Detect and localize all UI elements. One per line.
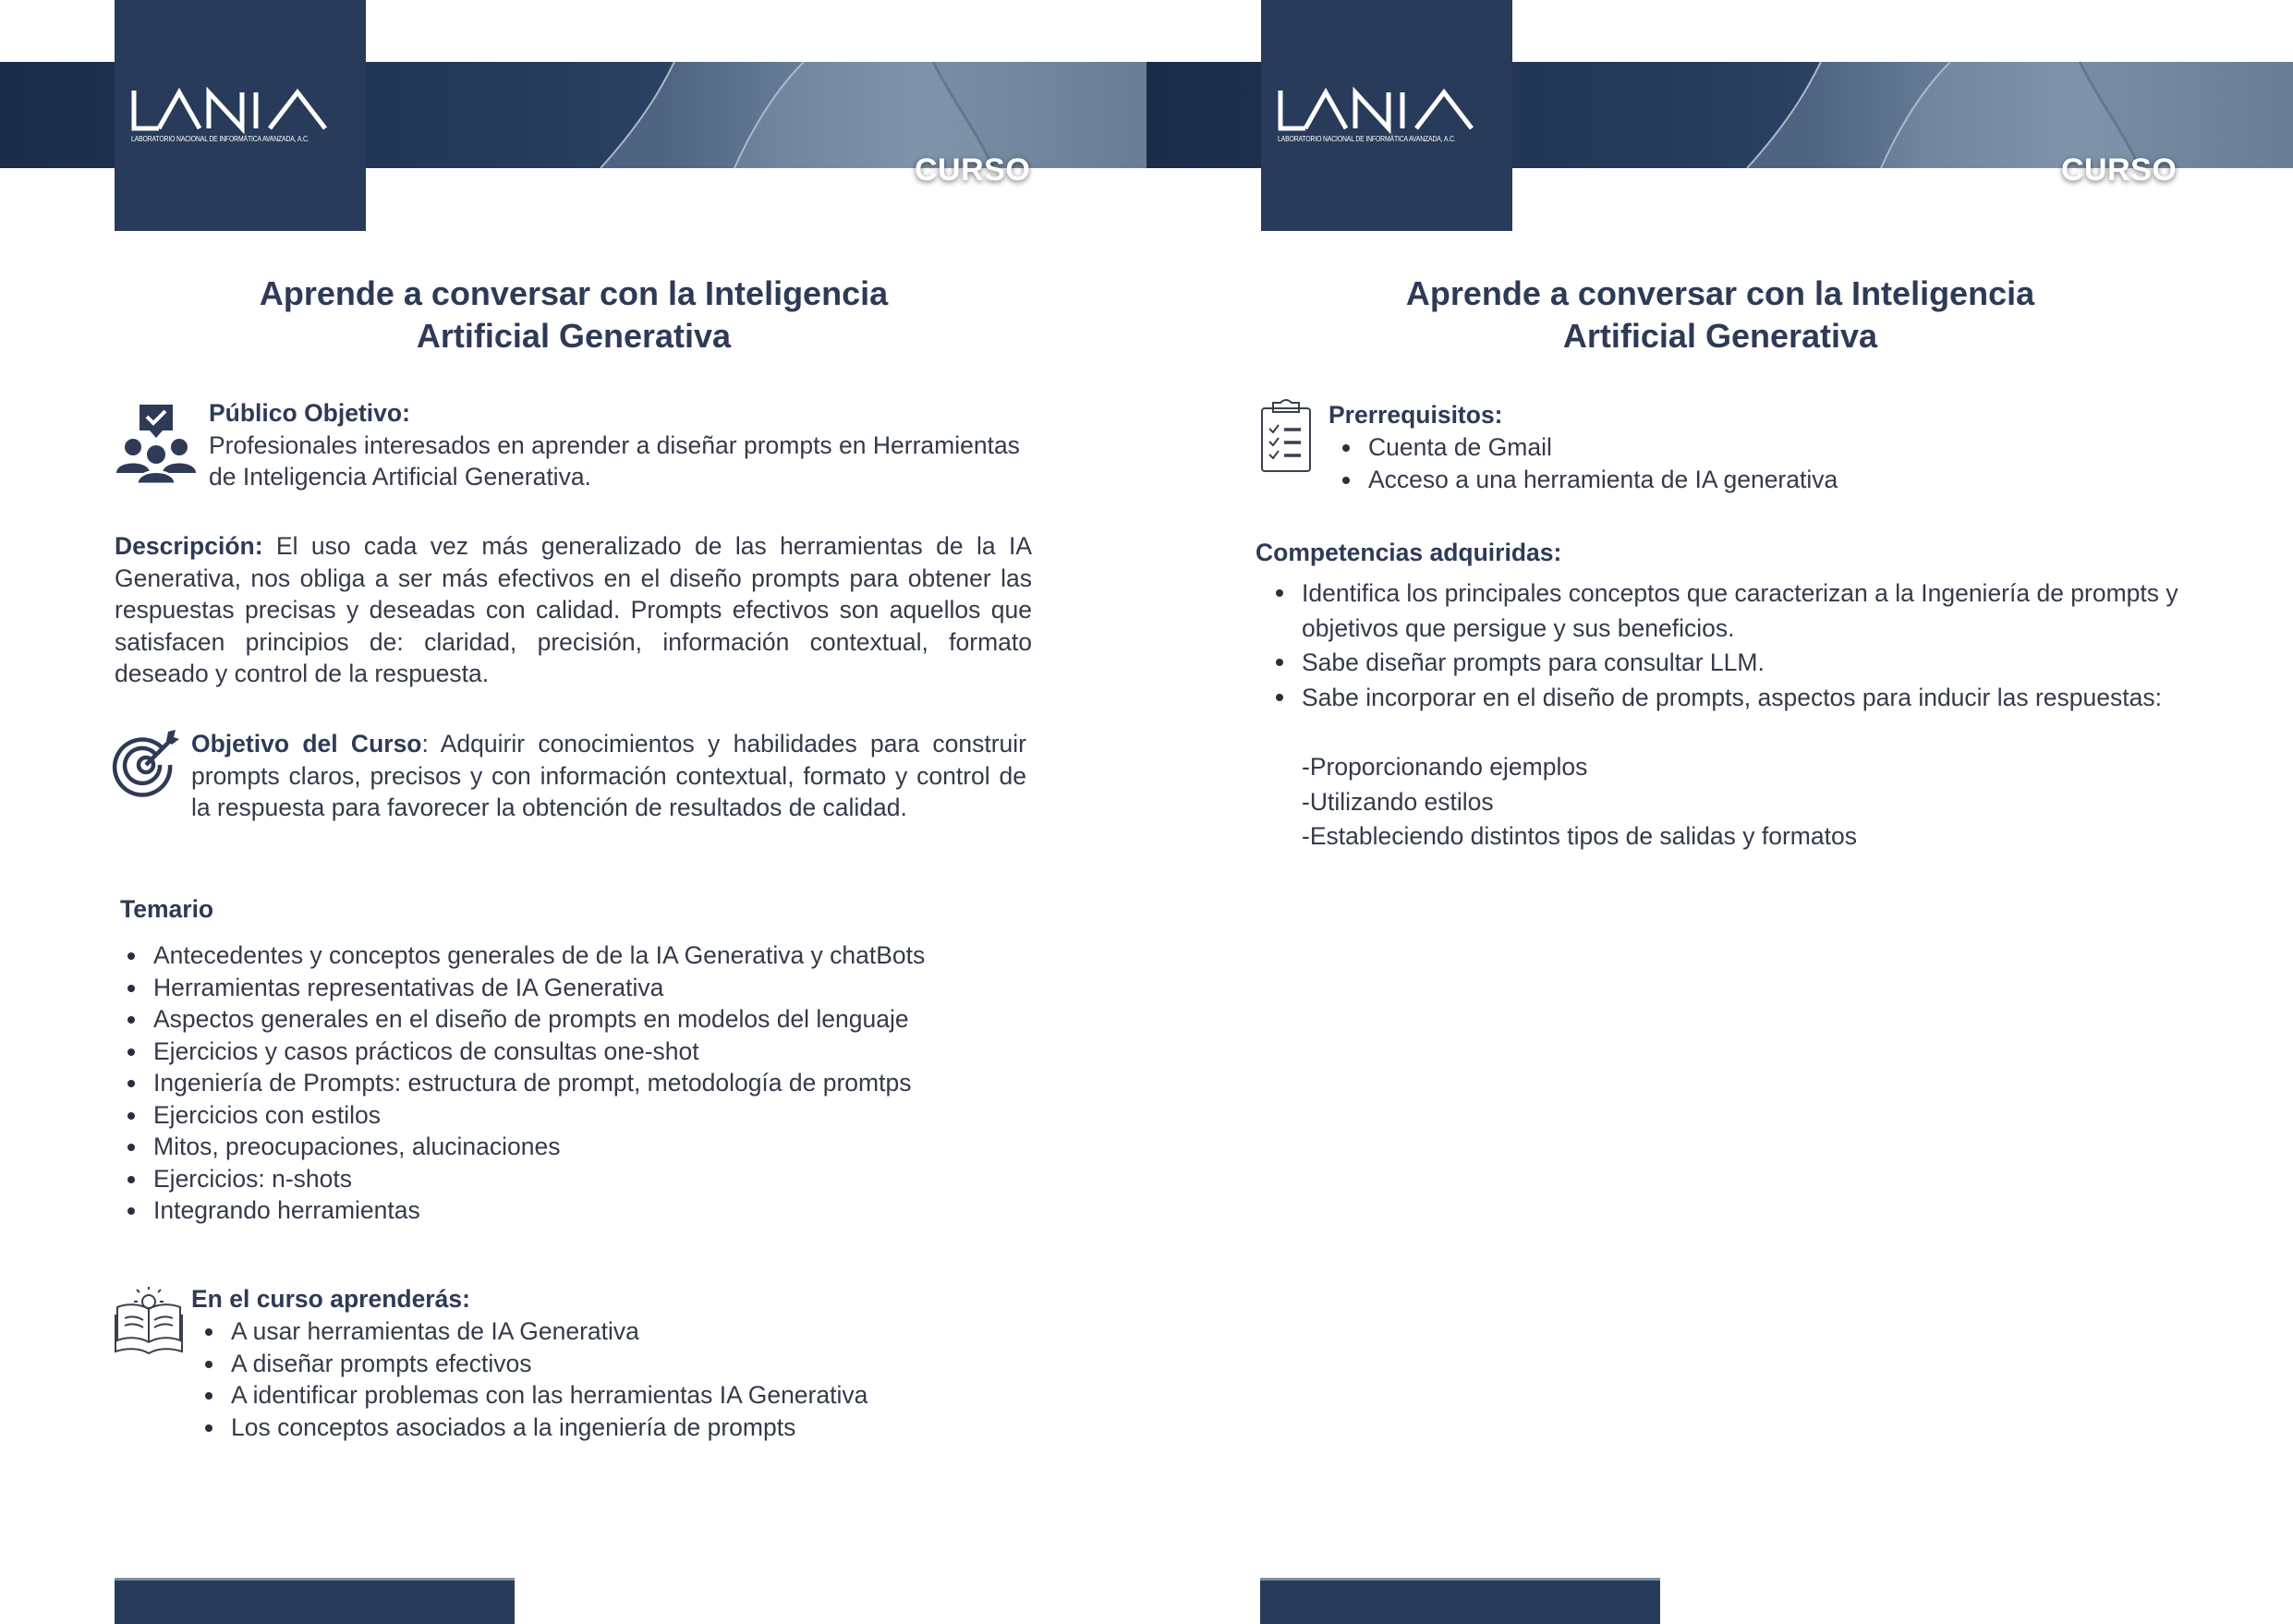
prereq-item: Cuenta de Gmail	[1329, 431, 2161, 464]
logo-block	[115, 0, 366, 231]
page-left	[0, 0, 1146, 1621]
objective-heading: Objetivo del Curso	[191, 730, 422, 757]
footer-bar	[115, 1578, 515, 1624]
learn-item: A identificar problemas con las herramientas IA Generativa	[192, 1379, 1024, 1412]
audience-text: Profesionales interesados en aprender a diseñar prompts en Herramientas de Inteligencia Artificial Generativa.	[209, 430, 1020, 491]
competency-item: Sabe incorporar en el diseño de prompts, aspectos para inducir las respuestas:	[1263, 681, 2187, 716]
syllabus-heading: Temario	[120, 895, 214, 923]
syllabus-item: Ejercicios: n-shots	[115, 1163, 1038, 1195]
title-line-1: Aprende a conversar con la Inteligencia	[1405, 274, 2035, 312]
header-label: CURSO	[2061, 152, 2178, 188]
competencies-list	[1263, 576, 2187, 715]
prereq-heading: Prerrequisitos:	[1328, 401, 1503, 429]
learn-heading: En el curso aprenderás:	[191, 1285, 470, 1313]
competency-sub-item: -Proporcionando ejemplos	[1302, 753, 1588, 781]
description-section	[115, 530, 1032, 690]
syllabus-item: Aspectos generales en el diseño de prompts en modelos del lenguaje	[115, 1003, 1038, 1036]
competency-sub-item: -Utilizando estilos	[1302, 787, 1494, 816]
syllabus-item: Antecedentes y conceptos generales de de la IA Generativa y chatBots	[115, 939, 1038, 972]
clipboard-checklist-icon	[1260, 399, 1314, 473]
audience-heading: Público Objetivo:	[209, 399, 410, 427]
prereq-item: Acceso a una herramienta de IA generativa	[1329, 464, 2161, 496]
prereq-list	[1329, 431, 2161, 495]
syllabus-list	[115, 939, 1038, 1227]
syllabus-item: Ingeniería de Prompts: estructura de prompt, metodología de promtps	[115, 1067, 1038, 1099]
learn-item: A diseñar prompts efectivos	[192, 1348, 1024, 1380]
lania-logo	[1278, 91, 1499, 131]
book-lightbulb-icon	[114, 1287, 184, 1355]
syllabus-item: Integrando herramientas	[115, 1194, 1038, 1227]
title-line-1: Aprende a conversar con la Inteligencia	[259, 274, 889, 312]
logo-subtitle: LABORATORIO NACIONAL DE INFORMÁTICA AVANZADA, A.C.	[131, 134, 309, 143]
syllabus-item: Herramientas representativas de IA Generativa	[115, 972, 1038, 1004]
logo-subtitle: LABORATORIO NACIONAL DE INFORMÁTICA AVANZADA, A.C.	[1278, 134, 1456, 143]
audience-section	[209, 397, 1040, 493]
learn-item: A usar herramientas de IA Generativa	[192, 1315, 1024, 1348]
lania-logo	[131, 91, 353, 131]
audience-icon	[115, 403, 198, 484]
learn-item: Los conceptos asociados a la ingeniería de prompts	[192, 1412, 1024, 1444]
footer-bar	[1260, 1578, 1660, 1624]
logo-block	[1261, 0, 1512, 231]
header-label: CURSO	[915, 152, 1031, 188]
syllabus-item: Ejercicios con estilos	[115, 1099, 1038, 1132]
objective-section	[191, 728, 1026, 824]
page-title	[1261, 273, 2179, 358]
description-text: El uso cada vez más generalizado de las herramientas de la IA Generativa, nos obliga a ser más efectivos en el diseño prompts para obtener las respuestas precisas y deseadas con calidad. Prompts efectivos son aquellos que satisfacen principios de: claridad, precisión, información contextual, formato deseado y control de la respuesta.	[115, 532, 1032, 687]
page-right	[1146, 0, 2293, 1621]
learn-list	[192, 1315, 1024, 1443]
competency-item: Sabe diseñar prompts para consultar LLM.	[1263, 646, 2187, 681]
competency-sub-list	[1302, 750, 1857, 854]
objective-text: : Adquirir conocimientos y habilidades para construir prompts claros, precisos y con información contextual, formato y control de la respuesta para favorecer la obtención de resultados de calidad.	[191, 730, 1026, 821]
competencies-heading: Competencias adquiridas:	[1256, 539, 1562, 566]
title-line-2: Artificial Generativa	[416, 317, 732, 355]
syllabus-item: Mitos, preocupaciones, alucinaciones	[115, 1131, 1038, 1163]
description-heading: Descripción:	[115, 532, 263, 560]
target-icon	[115, 728, 181, 796]
page-title	[115, 273, 1033, 358]
syllabus-item: Ejercicios y casos prácticos de consultas one-shot	[115, 1036, 1038, 1068]
competency-item: Identifica los principales conceptos que caracterizan a la Ingeniería de prompts y objetivos que persigue y sus beneficios.	[1263, 576, 2187, 646]
competency-sub-item: -Estableciendo distintos tipos de salidas y formatos	[1302, 822, 1857, 850]
title-line-2: Artificial Generativa	[1562, 317, 1878, 355]
